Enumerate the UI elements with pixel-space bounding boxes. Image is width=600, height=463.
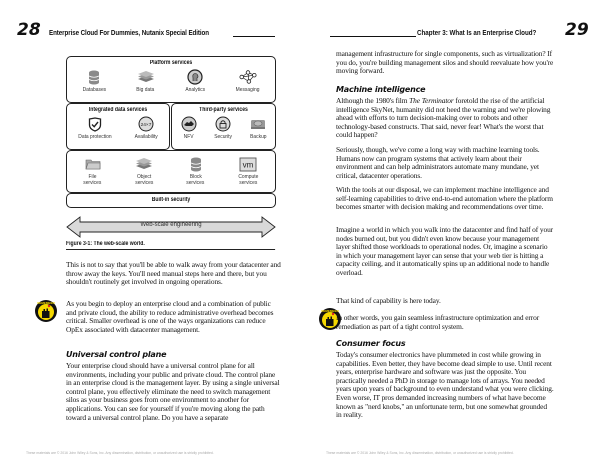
paragraph: Seriously, though, we've come a long way with machine learning tools. Humans now can program systems that actively learn about their environment and can help administrators automate many mundane, yet critical, datacenter operations.: [336, 145, 540, 180]
page-number: 28: [17, 20, 41, 40]
paragraph: With the tools at our disposal, we can implement machine intelligence and self-learning capabilities to drive end-to-end automation where the platform becomes smarter with decision making and recommendations over time.: [336, 185, 553, 212]
security-item: Security: [213, 116, 233, 140]
paragraph: This is not to say that you'll be able to walk away from your datacenter and throw away the keys. You'll need manual steps here and there, but you shouldn't routinely get involved in ongoing operations.: [66, 260, 281, 287]
storage-compute-box: [66, 150, 276, 193]
svg-text:REMEMBER: REMEMBER: [37, 301, 55, 305]
running-head-rule: [233, 36, 275, 37]
chapter-title: Chapter 3: What Is an Enterprise Cloud?: [417, 28, 537, 37]
built-in-security-box: Built-in security: [66, 193, 276, 208]
integrated-data-services-box: Integrated data services Data protection 24×7 Availability: [66, 103, 170, 150]
section-heading: Consumer focus: [336, 339, 406, 348]
web-scale-arrow: [66, 216, 276, 238]
vm-icon: [239, 156, 257, 172]
platform-services-box: [66, 56, 276, 103]
layers-stack-icon: [137, 69, 155, 85]
paragraph: That kind of capability is here today.: [336, 296, 441, 305]
compute-services-item: vm Compute services: [237, 156, 260, 187]
database-icon: [187, 156, 205, 172]
paragraph: Imagine a world in which you walk into the datacenter and find half of your nodes burned out, but you didn't even know because your management layer shifted those workloads to operational nodes. Or, imagine a scenario in which your management layer can sense that your web tier is hitting a capacity ceiling, and it automatically spins up an additional node to handle overload.: [336, 225, 554, 277]
network-nodes-icon: [239, 69, 257, 85]
data-protection-item: Data protection: [76, 116, 114, 140]
paragraph: As you begin to deploy an enterprise cloud and a combination of public and private cloud, the ability to reduce administrative overhead becomes critical. Smaller overhead is one of the ways organizations can reduce OpEx associated with datacenter management.: [66, 299, 274, 334]
24x7-icon: [137, 116, 155, 132]
third-party-services-box: Third-party services NFV Security Backup: [171, 103, 276, 150]
object-services-item: Object services: [134, 156, 155, 187]
availability-item: 24×7 Availability: [133, 116, 159, 140]
book-title: Enterprise Cloud For Dummies, Nutanix Special Edition: [48, 28, 209, 37]
figure-caption: Figure 3-1: The web-scale world.: [66, 241, 275, 250]
layers-stack-icon: [135, 156, 153, 172]
paragraph: management infrastructure for single components, such as virtualization? If you do, you're building management silos and should reevaluate how you're moving forward.: [336, 49, 554, 76]
film-title: The Terminator: [409, 96, 454, 105]
paragraph: Your enterprise cloud should have a universal control plane for all environments, including your public and private cloud. The control plane in an enterprise cloud is the management layer. By using a single universal control plane, you effectively eliminate the need to switch management silos as your business goes from one environment to another for applications. You can see for yourself if you're moving along the path toward a universal control plane. Do you have a separate: [66, 361, 280, 422]
svg-text:REMEMBER: REMEMBER: [321, 309, 339, 313]
section-heading: Machine intelligence: [336, 85, 426, 94]
copyright-footer: These materials are © 2016 John Wiley & Sons, Inc. Any dissemination, distribution, or unauthorized use is strictly prohibited.: [326, 451, 514, 455]
running-head-rule: [330, 36, 416, 37]
nfv-item: NFV: [180, 116, 198, 140]
left-running-head: [17, 22, 244, 39]
head-brain-icon: [186, 69, 204, 85]
svg-text:24×7: 24×7: [140, 123, 152, 128]
paragraph: Today's consumer electronics have plummeted in cost while growing in capabilities. Even better, they have become dead simple to use. Until recent years, enterprise hardware and software was just the opposite. You practically needed a PhD in storage to manage lots of arrays. You needed years upon years of background to even understand what you were clicking. Even worse, IT pros demanded increasing numbers of what have become known as "nerd knobs," an unfortunate term, but one somewhat grounded in reality.: [336, 350, 554, 420]
shield-check-icon: [86, 116, 104, 132]
web-scale-label: Web-scale engineering: [140, 222, 202, 228]
analytics-item: Analytics: [184, 69, 206, 93]
folder-icon: [84, 156, 102, 172]
big-data-item: Big data: [135, 69, 156, 93]
nfv-router-icon: [180, 116, 198, 132]
backup-drive-icon: [249, 116, 267, 132]
right-page: [300, 0, 600, 463]
padlock-icon: [214, 116, 232, 132]
remember-icon: [34, 299, 58, 323]
svg-text:vm: vm: [242, 160, 254, 169]
section-heading: Universal control plane: [66, 350, 167, 359]
databases-item: Databases: [81, 69, 108, 93]
file-services-item: File services: [82, 156, 103, 187]
database-icon: [85, 69, 103, 85]
backup-item: Backup: [249, 116, 268, 140]
platform-services-title: Platform services: [149, 60, 193, 66]
block-services-item: Block services: [185, 156, 206, 187]
copyright-footer: These materials are © 2016 John Wiley & Sons, Inc. Any dissemination, distribution, or unauthorized use is strictly prohibited.: [26, 451, 214, 455]
paragraph: In other words, you gain seamless infrastructure optimization and error remediation as part of a tight control system.: [336, 313, 540, 331]
paragraph: Although the 1980's film The Terminator foretold the rise of the artificial intelligence SkyNet, humanity did not heed the warning and we're plowing ahead with efforts to turn decision-making over to robots and other technology-based constructs. That said, never fear! What's the worst that could happen?: [336, 96, 551, 140]
page-number: 29: [565, 20, 589, 40]
messaging-item: Messaging: [234, 69, 261, 93]
